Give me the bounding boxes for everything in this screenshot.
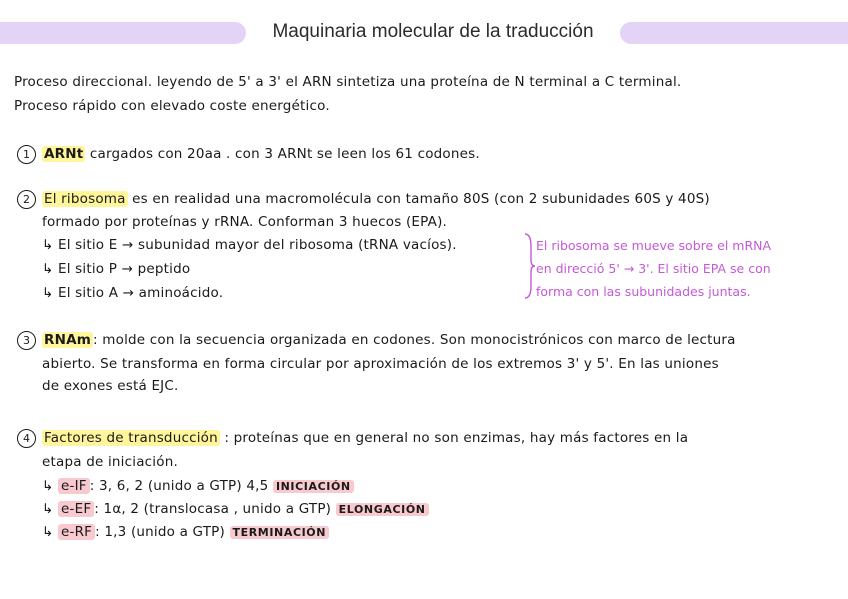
section-3-number: 3: [17, 331, 36, 350]
arrow-icon: ↳: [42, 478, 54, 494]
section-2-line-1: [42, 189, 710, 209]
ribosome-note-line-2: en direcció 5' → 3'. El sitio EPA se con: [536, 261, 771, 276]
factor-desc: : 3, 6, 2 (unido a GTP) 4,5: [89, 478, 269, 494]
section-3-key: RNAm: [44, 332, 92, 348]
title-bar: [0, 18, 848, 46]
section-1-number: 1: [17, 145, 36, 164]
section-1-text: cargados con 20aa . con 3 ARNt se leen los 61 codones.: [85, 146, 480, 162]
section-4-key: Factores de transducción: [44, 430, 218, 446]
section-2-line-2: formado por proteínas y rRNA. Conforman 3 huecos (EPA).: [42, 214, 448, 230]
ribosome-note-line-1: El ribosoma se mueve sobre el mRNA: [536, 238, 772, 253]
ribosome-note-line-3: forma con las subunidades juntas.: [536, 284, 751, 299]
section-2-number: 2: [17, 190, 36, 209]
section-4-line-1: [42, 428, 688, 448]
factor-row-initiation: [42, 476, 354, 497]
factor-tag: TERMINACIÓN: [230, 526, 330, 539]
arrow-icon: ↳: [42, 501, 54, 517]
factor-tag: ELONGACIÓN: [336, 503, 429, 516]
factor-name: e-EF: [58, 501, 94, 517]
factor-desc: : 1α, 2 (translocasa , unido a GTP): [94, 501, 332, 517]
intro-line-1: Proceso direccional. leyendo de 5' a 3' el ARN sintetiza una proteína de N terminal a C terminal.: [14, 74, 682, 90]
section-4-text-1: : proteínas que en general no son enzimas, hay más factores en la: [219, 430, 689, 446]
section-3-line-2: abierto. Se transforma en forma circular por aproximación de los extremos 3' y 5'. En las uniones: [42, 356, 719, 372]
site-a-line: ↳ El sitio A → aminoácido.: [42, 285, 224, 301]
section-1-line: [42, 144, 480, 164]
section-4-number: 4: [17, 429, 36, 448]
arrow-icon: ↳: [42, 524, 54, 540]
brace-icon: [522, 232, 536, 300]
factor-row-termination: [42, 522, 329, 543]
section-3-line-3: de exones está EJC.: [42, 378, 179, 394]
factor-name: e-IF: [58, 478, 90, 494]
factor-desc: : 1,3 (unido a GTP): [95, 524, 225, 540]
section-3-line-1: [42, 330, 736, 350]
page-title: Maquinaria molecular de la traducción: [272, 21, 594, 42]
site-e-line: ↳ El sitio E → subunidad mayor del ribosoma (tRNA vacíos).: [42, 237, 457, 253]
factor-row-elongation: [42, 499, 429, 520]
factor-name: e-RF: [58, 524, 95, 540]
intro-line-2: Proceso rápido con elevado coste energético.: [14, 98, 330, 114]
title-decoration-left: [0, 22, 246, 44]
section-4-line-2: etapa de iniciación.: [42, 454, 178, 470]
section-2-text-1: es en realidad una macromolécula con tamaño 80S (con 2 subunidades 60S y 40S): [127, 191, 710, 207]
section-3-text-1: : molde con la secuencia organizada en codones. Son monocistrónicos con marco de lectura: [93, 332, 736, 348]
title-decoration-right: [620, 22, 848, 44]
factor-tag: INICIACIÓN: [273, 480, 354, 493]
section-1-key: ARNt: [44, 146, 84, 162]
section-2-key: El ribosoma: [44, 191, 126, 207]
site-p-line: ↳ El sitio P → peptido: [42, 261, 191, 277]
